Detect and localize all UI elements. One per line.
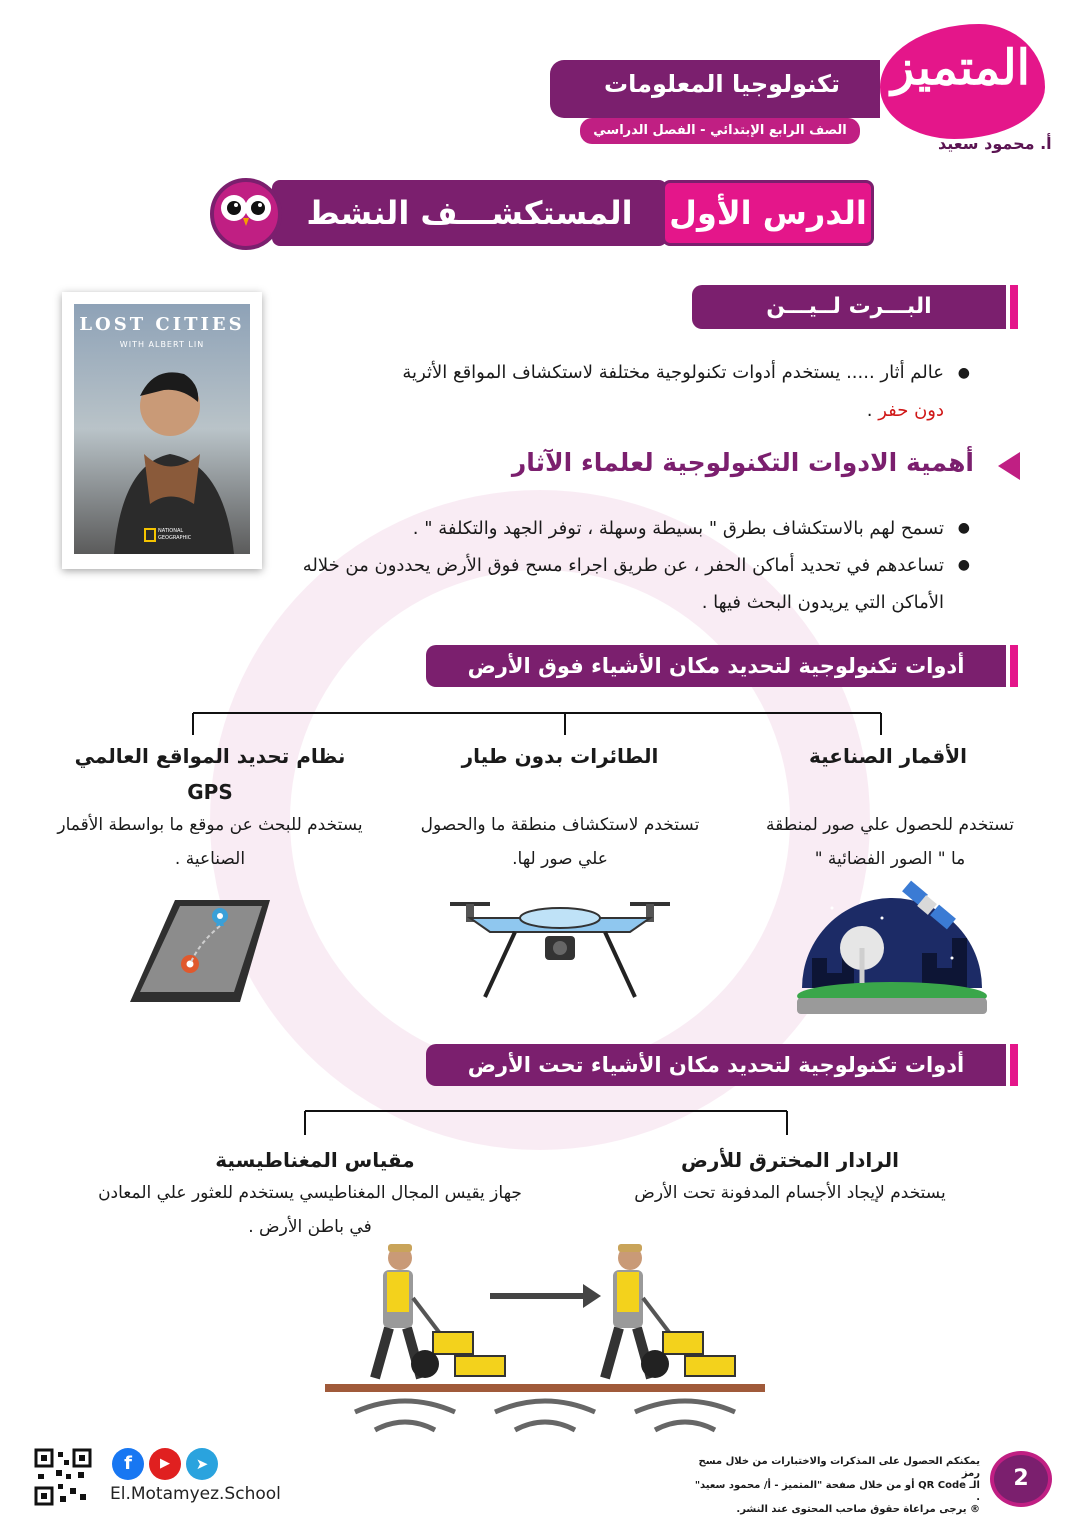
tool-title-magnetometer: مقياس المغناطيسية bbox=[215, 1148, 415, 1172]
footer-note bbox=[690, 1456, 980, 1516]
book-title: LOST CITIES bbox=[79, 314, 245, 335]
tool-title-satellite: الأقمار الصناعية bbox=[809, 744, 967, 768]
importance-bullet-2: ● تساعدهم في تحديد أماكن الحفر ، عن طريق اجراء مسح فوق الأرض يحددون من خلاله الأماكن التي يريدون البحث فيها . bbox=[280, 547, 970, 621]
portrait-icon bbox=[74, 304, 250, 554]
albert-heading-text: البـــرت لــيـــن bbox=[766, 294, 932, 319]
footer-note-line-2: الـ QR Code أو من خلال صفحة "المتميز - أ/ محمود سعيد" . bbox=[694, 1480, 980, 1503]
albert-bullets bbox=[300, 354, 970, 430]
footer-note-line-3: ® يرجى مراعاة حقوق صاحب المحتوى عند النشر. bbox=[736, 1504, 980, 1515]
albert-bullet bbox=[300, 354, 970, 430]
teacher-name: أ. محمود سعيد bbox=[938, 134, 1052, 153]
satellite-icon bbox=[792, 878, 992, 1018]
logo-text: المتميز bbox=[891, 40, 1030, 96]
page-number: 2 bbox=[990, 1451, 1052, 1507]
tool-title-gps: نظام تحديد المواقع العالمي bbox=[74, 744, 346, 768]
radar-worker-icon bbox=[325, 1240, 765, 1470]
tool-text-magnetometer: جهاز يقيس المجال المغناطيسي يستخدم للعثور علي المعادن في باطن الأرض . bbox=[98, 1183, 522, 1237]
below-heading bbox=[426, 1044, 1006, 1086]
book-cover-image bbox=[74, 304, 250, 554]
below-heading-text: أدوات تكنولوجية لتحديد مكان الأشياء تحت الأرض bbox=[467, 1053, 965, 1077]
lesson-bar bbox=[210, 178, 880, 250]
tool-text-drone: تستخدم لاستكشاف منطقة ما والحصول علي صور لها. bbox=[420, 815, 700, 869]
importance-bullets bbox=[280, 510, 970, 621]
drone-icon bbox=[440, 892, 680, 1002]
arrow-right-icon bbox=[583, 1284, 601, 1308]
header-subject-bar bbox=[550, 60, 880, 118]
footer-note-line-1: يمكنكم الحصول على المذكرات والاختبارات من خلال مسح رمز bbox=[698, 1456, 980, 1479]
albert-bullet-red: دون حفر bbox=[878, 400, 944, 421]
book-cover bbox=[62, 292, 262, 569]
telegram-icon[interactable]: ➤ bbox=[186, 1448, 218, 1480]
facebook-icon[interactable]: f bbox=[112, 1448, 144, 1480]
above-heading-text: أدوات تكنولوجية لتحديد مكان الأشياء فوق الأرض bbox=[467, 654, 965, 678]
albert-bullet-end: . bbox=[866, 400, 873, 421]
book-subtitle: WITH ALBERT LIN bbox=[119, 340, 205, 349]
youtube-icon[interactable]: ▶ bbox=[149, 1448, 181, 1480]
gps-phone-icon bbox=[120, 892, 290, 1012]
tool-title-drone: الطائرات بدون طيار bbox=[461, 744, 659, 768]
albert-heading bbox=[692, 285, 1006, 329]
lesson-number: الدرس الأول bbox=[662, 180, 874, 246]
school-handle: El.Motamyez.School bbox=[110, 1484, 281, 1504]
tool-title-gpr: الرادار المخترق للأرض bbox=[680, 1148, 899, 1172]
owl-icon bbox=[210, 178, 282, 250]
tool-text-gps: يستخدم للبحث عن موقع ما بواسطة الأقمار الصناعية . bbox=[57, 815, 363, 869]
below-tree-lines bbox=[0, 1105, 1080, 1145]
heading-triangle-icon bbox=[998, 452, 1020, 480]
grade-label: الصف الرابع الإبتدائي - الفصل الدراسي الأول bbox=[580, 118, 860, 144]
book-brand: NATIONAL GEOGRAPHIC bbox=[158, 528, 192, 541]
above-heading bbox=[426, 645, 1006, 687]
tool-text-satellite: تستخدم للحصول علي صور لمنطقة ما " الصور الفضائية " bbox=[766, 815, 1014, 869]
tool-title-gps-abbr: GPS bbox=[187, 780, 233, 804]
natgeo-logo-icon bbox=[144, 528, 156, 542]
subject-title: تكنولوجيا المعلومات bbox=[603, 70, 840, 98]
importance-heading: أهمية الادوات التكنولوجية لعلماء الآثار bbox=[511, 448, 974, 477]
tool-text-gpr: يستخدم لإيجاد الأجسام المدفونة تحت الأرض bbox=[634, 1183, 946, 1203]
importance-bullet-1: ● تسمح لهم بالاستكشاف بطرق " بسيطة وسهلة ، توفر الجهد والتكلفة " . bbox=[280, 510, 970, 547]
lesson-title: المستكشـــف النشط bbox=[272, 180, 667, 246]
qr-code-icon[interactable] bbox=[34, 1448, 92, 1506]
albert-bullet-text: عالم أثار ..... يستخدم أدوات تكنولوجية مختلفة لاستكشاف المواقع الأثرية bbox=[402, 362, 944, 383]
